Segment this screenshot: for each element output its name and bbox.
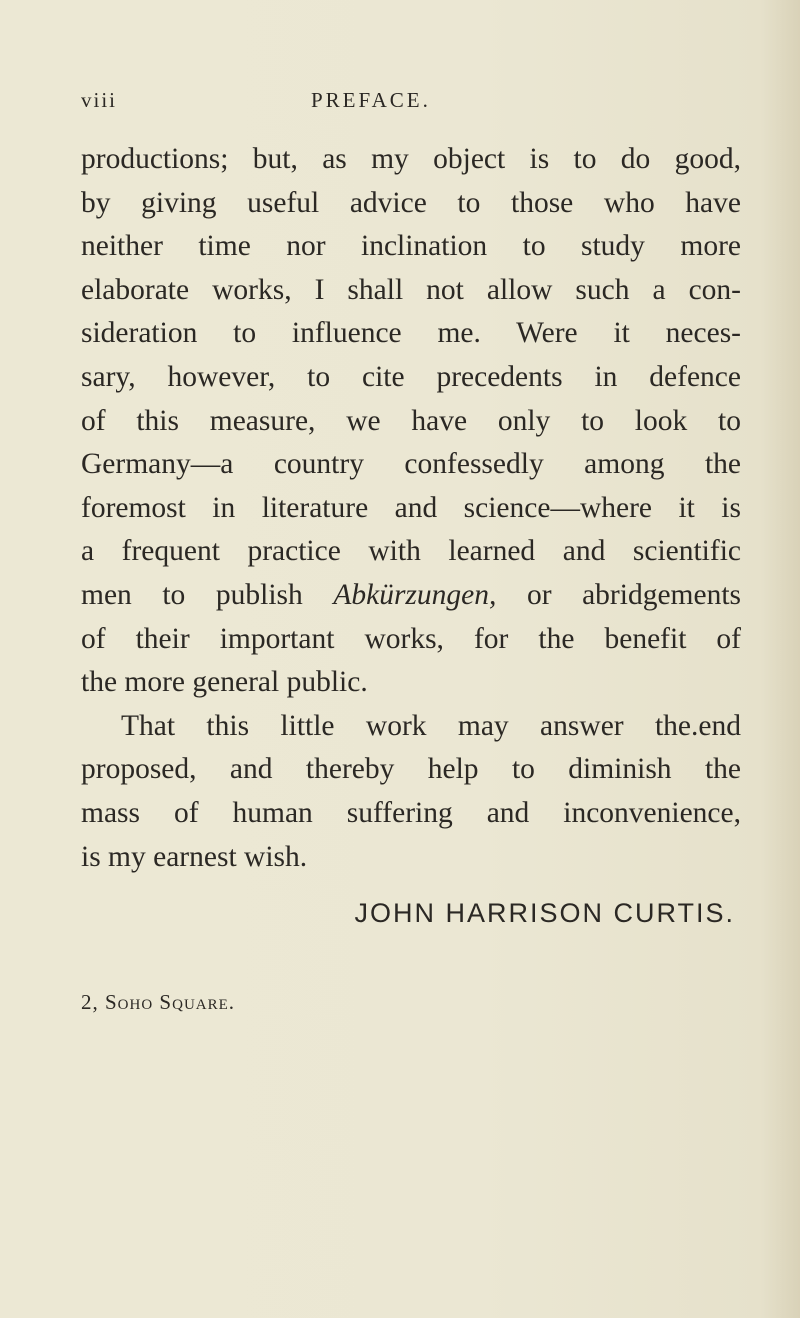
text-line: That this little work may answer the.end: [121, 709, 741, 742]
text-line: of their important works, for the benefit of: [81, 622, 741, 655]
address-number: 2,: [81, 990, 99, 1014]
author-address: [81, 990, 235, 1015]
text-line-with-italic: [81, 574, 741, 618]
text-line: foremost in literature and science—where it is: [81, 491, 741, 524]
text-line: sary, however, to cite precedents in defence: [81, 360, 741, 393]
text-line: elaborate works, I shall not allow such a con-: [81, 273, 741, 306]
text-line: proposed, and thereby help to diminish the: [81, 753, 741, 786]
text-line: neither time nor inclination to study more: [81, 230, 741, 263]
text-line: Germany—a country confessedly among the: [81, 448, 741, 481]
text-line: of this measure, we have only to look to: [81, 404, 741, 437]
address-street: Soho Square.: [105, 990, 236, 1014]
text-fragment: men to publish: [81, 578, 334, 611]
text-line: sideration to influence me. Were it neces-: [81, 317, 741, 350]
italic-term: Abkürzungen,: [333, 578, 497, 611]
text-line: by giving useful advice to those who have: [81, 186, 741, 219]
text-fragment: or abridgements: [496, 578, 742, 611]
page-number: viii: [81, 88, 118, 112]
text-line: productions; but, as my object is to do good,: [81, 143, 741, 175]
running-head: [81, 88, 741, 118]
text-line: a frequent practice with learned and scientific: [81, 535, 741, 568]
text-line: the more general public.: [81, 666, 368, 699]
author-signature: JOHN HARRISON CURTIS.: [354, 898, 735, 928]
text-line: is my earnest wish.: [81, 840, 308, 873]
running-title: PREFACE.: [311, 88, 431, 112]
text-line: mass of human suffering and inconvenience,: [81, 796, 741, 829]
preface-text: [81, 138, 742, 1014]
